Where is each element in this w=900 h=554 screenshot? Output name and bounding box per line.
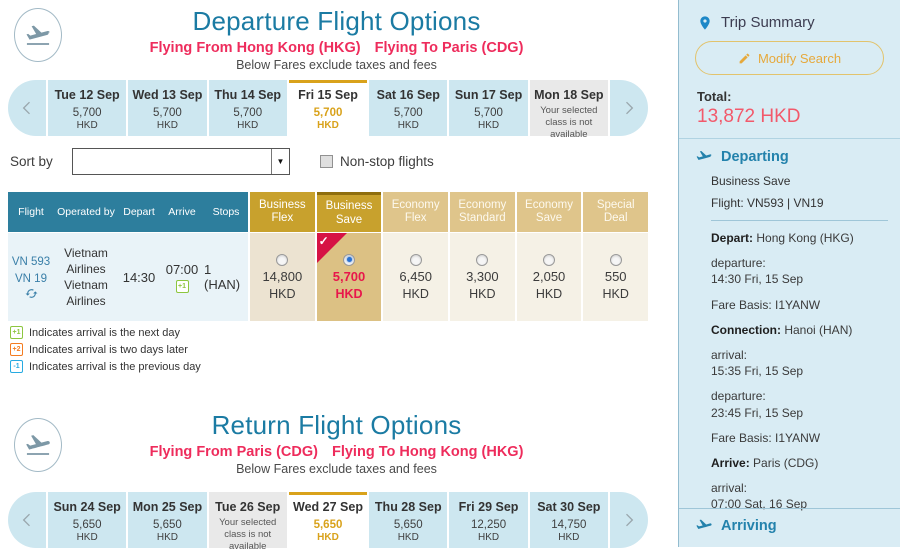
date-tab-price: 5,700 (393, 106, 423, 119)
departure-fare-note: Below Fares exclude taxes and fees (236, 58, 437, 72)
date-tab-currency: HKD (397, 532, 419, 543)
return-date-tab[interactable] (128, 492, 206, 548)
date-tab-currency: HKD (317, 532, 339, 543)
connection-refresh-icon[interactable] (25, 287, 38, 300)
date-tab-day: Mon 25 Sep (132, 500, 203, 514)
legend-row (10, 326, 201, 339)
legend-row (10, 360, 201, 373)
departure-title: Departure Flight Options (192, 6, 481, 36)
date-tab-unavailable-note: Your selected class is not available (540, 104, 598, 141)
return-date-tab[interactable] (289, 492, 367, 548)
departing-detail-line: departure: 14:30 Fri, 15 Sep (711, 256, 804, 287)
modify-search-button[interactable] (695, 41, 884, 75)
departure-to: Flying To Paris (CDG) (374, 40, 524, 56)
column-header-arrive: Arrive (160, 192, 204, 232)
fare-radio-button[interactable] (343, 254, 355, 266)
date-tab-price: 5,700 (313, 106, 343, 119)
fare-radio-button[interactable] (610, 254, 622, 266)
date-tab-price: 5,650 (72, 518, 102, 531)
return-to: Flying To Hong Kong (HKG) (331, 444, 524, 460)
date-tab-day: Sun 17 Sep (454, 88, 523, 102)
departure-date-tab[interactable] (289, 80, 367, 136)
fare-price: 14,800 (262, 268, 303, 284)
fare-cell[interactable] (517, 233, 582, 321)
return-date-tab[interactable] (449, 492, 527, 548)
dropdown-arrow-icon[interactable]: ▼ (271, 149, 289, 174)
date-tab-day: Sat 16 Sep (376, 88, 440, 102)
fare-price: 6,450 (399, 268, 432, 284)
departure-date-tab[interactable] (48, 80, 126, 136)
arriving-heading (695, 517, 777, 535)
next-day-calendar-icon: +1 (176, 280, 189, 293)
date-tab-day: Fri 29 Sep (458, 500, 519, 514)
date-tab-currency: HKD (317, 120, 339, 131)
date-tab-price: 5,700 (153, 106, 182, 119)
trip-summary-header (679, 0, 900, 31)
departing-heading (679, 139, 900, 166)
departing-detail-line: departure: 23:45 Fri, 15 Sep (711, 389, 804, 420)
arriving-heading-label: Arriving (721, 518, 777, 534)
fare-currency: HKD (535, 286, 563, 301)
nonstop-checkbox[interactable] (320, 155, 333, 168)
departure-date-tab[interactable] (369, 80, 447, 136)
total-value: 13,872 HKD (697, 106, 801, 127)
arrival-day-legend (10, 326, 201, 377)
date-tab-price: 12,250 (470, 518, 507, 531)
departing-detail-line: arrival: 07:00 Sat, 16 Sep (711, 481, 808, 512)
nonstop-label: Non-stop flights (340, 154, 434, 169)
departure-date-tab[interactable] (128, 80, 206, 136)
fare-radio-button[interactable] (476, 254, 488, 266)
departing-detail-line: Depart: Hong Kong (HKG) (711, 231, 854, 245)
plane-takeoff-icon (695, 148, 713, 166)
fare-column-header[interactable]: Economy Flex (383, 192, 448, 232)
fare-price: 5,700 (332, 268, 366, 284)
fare-price: 3,300 (466, 268, 499, 284)
date-tab-price: 5,700 (474, 106, 503, 119)
fare-column-header[interactable]: Business Save (317, 192, 382, 232)
date-tab-day: Tue 26 Sep (215, 500, 281, 514)
fare-column-header[interactable]: Economy Save (517, 192, 582, 232)
modify-search-label: Modify Search (757, 50, 842, 66)
fare-cell[interactable] (250, 233, 315, 321)
return-section-header (0, 410, 673, 476)
legend-row (10, 343, 201, 356)
date-tab-day: Wed 13 Sep (132, 88, 203, 102)
stops-cell: 1 (HAN) (204, 233, 248, 321)
date-tab-day: Tue 12 Sep (54, 88, 120, 102)
date-tab-currency: HKD (156, 532, 178, 543)
return-date-tab[interactable] (209, 492, 287, 553)
fare-radio-button[interactable] (410, 254, 422, 266)
fare-currency: HKD (269, 286, 296, 301)
sort-by-select[interactable] (72, 148, 290, 175)
operated-by-text: Vietnam Airlines Vietnam Airlines (64, 245, 108, 309)
fare-column-header[interactable]: Business Flex (250, 192, 315, 232)
date-tab-day: Sat 30 Sep (537, 500, 601, 514)
departure-next-dates-button[interactable] (610, 80, 648, 136)
date-tab-currency: HKD (397, 120, 419, 131)
departing-detail-line: arrival: 15:35 Fri, 15 Sep (711, 347, 804, 379)
fare-cell[interactable] (583, 233, 648, 321)
date-tab-currency: HKD (477, 120, 500, 131)
fare-column-header[interactable]: Economy Standard (450, 192, 515, 232)
sort-by-label: Sort by (10, 154, 53, 169)
depart-time-cell: 14:30 (118, 233, 160, 321)
date-tab-day: Mon 18 Sep (534, 88, 604, 102)
return-route (0, 444, 673, 460)
fare-headers (250, 192, 648, 232)
fare-currency: HKD (402, 286, 429, 301)
legend-text: Indicates arrival is the next day (29, 326, 181, 339)
date-tab-day: Thu 28 Sep (374, 500, 442, 514)
fare-column-header[interactable]: Special Deal (583, 192, 648, 232)
column-header-operated-by: Operated by (54, 192, 118, 232)
fare-table-row (8, 233, 648, 321)
return-prev-dates-button[interactable] (8, 492, 46, 548)
calendar-+1-icon: +1 (10, 326, 23, 339)
plane-landing-icon (695, 517, 713, 535)
fare-radio-button[interactable] (276, 254, 288, 266)
fare-cell[interactable] (383, 233, 448, 321)
date-tab-currency: HKD (76, 532, 98, 543)
return-next-dates-button[interactable] (610, 492, 648, 548)
fare-radio-button[interactable] (543, 254, 555, 266)
date-tab-currency: HKD (237, 120, 259, 131)
departure-date-tab[interactable] (449, 80, 527, 136)
calendar-+2-icon: +2 (10, 343, 23, 356)
departure-prev-dates-button[interactable] (8, 80, 46, 136)
departing-flight-line: Flight: VN593 | VN19 (711, 196, 824, 210)
arrive-time-cell (160, 233, 204, 321)
departure-section-header (0, 0, 673, 72)
fare-price: 2,050 (532, 268, 566, 284)
column-header-flight: Flight (8, 192, 54, 232)
fare-price: 550 (604, 268, 627, 284)
total-label: Total: (697, 89, 732, 104)
departure-from: Flying From Hong Kong (HKG) (149, 40, 361, 56)
return-date-strip (8, 492, 648, 553)
return-date-tab[interactable] (530, 492, 608, 548)
return-title: Return Flight Options (211, 410, 462, 440)
flight-number-cell (8, 233, 54, 321)
date-tab-price: 5,650 (313, 518, 343, 531)
sort-row (10, 148, 650, 178)
operated-by-cell (54, 233, 118, 321)
departure-plane-icon (14, 8, 62, 62)
return-date-tab[interactable] (369, 492, 447, 548)
edit-icon (738, 52, 751, 65)
legend-text: Indicates arrival is the previous day (29, 360, 201, 373)
date-tab-day: Sun 24 Sep (53, 500, 121, 514)
date-tab-price: 5,700 (72, 106, 102, 119)
sort-by-value (73, 149, 271, 174)
date-tab-currency: HKD (477, 532, 500, 543)
departure-fare-table (8, 192, 648, 321)
date-tab-currency: HKD (156, 120, 178, 131)
date-tab-day: Wed 27 Sep (293, 500, 363, 514)
date-tab-day: Thu 14 Sep (214, 88, 282, 102)
departing-divider (711, 220, 888, 221)
fare-currency: HKD (335, 286, 363, 301)
trip-summary-sidebar (678, 0, 900, 547)
departure-date-strip (8, 80, 648, 141)
date-tab-price: 14,750 (551, 518, 587, 531)
departure-route (0, 40, 673, 56)
fare-cells (250, 233, 648, 321)
flight-numbers: VN 593 VN 19 (11, 256, 51, 285)
return-plane-icon (14, 418, 62, 472)
column-header-stops: Stops (204, 192, 248, 232)
fare-currency: HKD (469, 286, 496, 301)
arrive-time: 07:00 (165, 261, 199, 277)
return-fare-note: Below Fares exclude taxes and fees (236, 462, 437, 476)
arriving-divider (679, 508, 900, 509)
departing-details (711, 230, 900, 512)
return-from: Flying From Paris (CDG) (149, 444, 318, 460)
trip-summary-title: Trip Summary (721, 14, 815, 31)
column-header-depart: Depart (118, 192, 160, 232)
departing-detail-line: Arrive: Paris (CDG) (711, 455, 819, 470)
date-tab-currency: HKD (558, 532, 580, 543)
departure-date-tab[interactable] (209, 80, 287, 136)
location-pin-icon (697, 15, 713, 31)
fare-table-header (8, 192, 648, 232)
date-tab-price: 5,650 (153, 518, 182, 531)
date-tab-price: 5,700 (233, 106, 263, 119)
calendar--1-icon: -1 (10, 360, 23, 373)
departing-detail-line: Fare Basis: I1YANW (711, 430, 821, 445)
date-tab-day: Fri 15 Sep (298, 88, 358, 102)
date-tab-currency: HKD (76, 120, 98, 131)
date-tab-price: 5,650 (393, 518, 423, 531)
departing-heading-label: Departing (721, 149, 789, 165)
departing-fare-class: Business Save (711, 174, 791, 188)
fare-currency: HKD (602, 286, 629, 301)
departure-date-tab[interactable] (530, 80, 608, 141)
fare-cell[interactable] (450, 233, 515, 321)
return-date-tab[interactable] (48, 492, 126, 548)
departing-detail-line: Fare Basis: I1YANW (711, 297, 821, 312)
fare-cell-selected[interactable] (317, 233, 382, 321)
date-tab-unavailable-note: Your selected class is not available (219, 516, 277, 553)
legend-text: Indicates arrival is two days later (29, 343, 188, 356)
departing-detail-line: Connection: Hanoi (HAN) (711, 322, 853, 337)
